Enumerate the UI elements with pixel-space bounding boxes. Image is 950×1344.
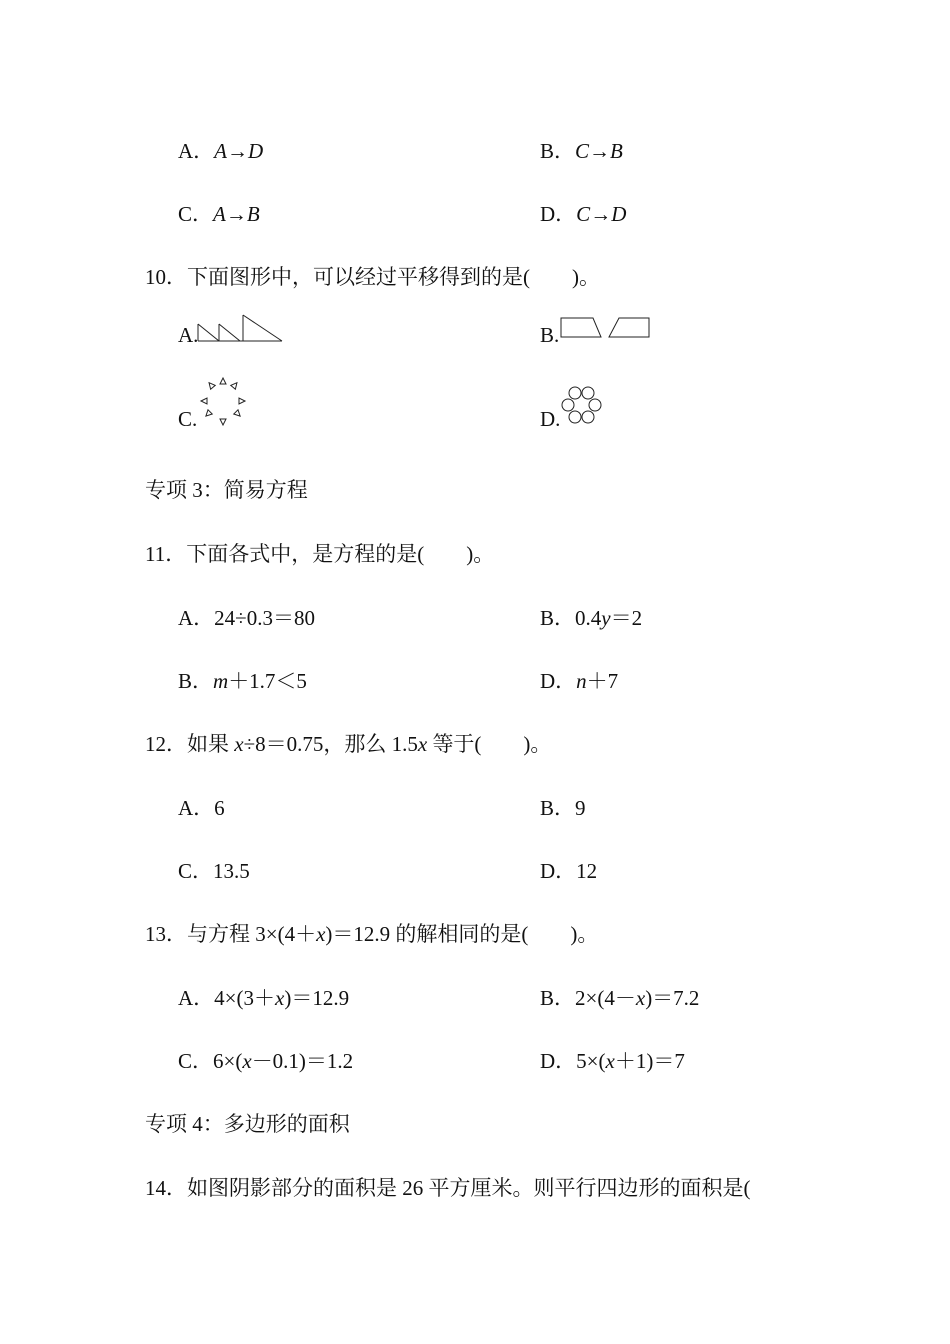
q13-option-a[interactable]: A．4×(3＋x)＝12.9 xyxy=(178,986,350,1010)
q12-stem: 12．如果 x÷8＝0.75，那么 1.5x 等于( )。 xyxy=(145,732,552,756)
sawtooth-triangles-figure xyxy=(197,314,285,344)
q12-option-a[interactable]: A．6 xyxy=(178,796,225,820)
rotated-triangles-ring-figure xyxy=(195,374,251,430)
q10-stem: 10．下面图形中，可以经过平移得到的是( )。 xyxy=(145,265,600,289)
q9-option-d[interactable]: D．C→D xyxy=(540,202,627,226)
q11-option-c[interactable]: B．m＋1.7＜5 xyxy=(178,669,307,693)
q12-option-b[interactable]: B．9 xyxy=(540,796,586,820)
q10-option-c[interactable]: C. xyxy=(178,407,198,431)
q10-option-d[interactable]: D. xyxy=(540,407,561,431)
section-4-title: 专项 4：多边形的面积 xyxy=(145,1112,350,1136)
q11-stem: 11．下面各式中，是方程的是( )。 xyxy=(145,542,495,566)
q9-option-a[interactable]: A．A→D xyxy=(178,139,264,163)
q9-option-c[interactable]: C．A→B xyxy=(178,202,260,226)
q12-option-c[interactable]: C．13.5 xyxy=(178,859,250,883)
two-trapezoids-figure xyxy=(559,316,653,340)
q13-option-c[interactable]: C．6×(x－0.1)＝1.2 xyxy=(178,1049,354,1073)
q10-option-a[interactable]: A. xyxy=(178,323,199,347)
q9-option-b[interactable]: B．C→B xyxy=(540,139,623,163)
q11-option-b[interactable]: B．0.4y＝2 xyxy=(540,606,643,630)
section-3-title: 专项 3：简易方程 xyxy=(145,478,308,502)
circles-ring-figure xyxy=(559,385,607,429)
q11-option-a[interactable]: A．24÷0.3＝80 xyxy=(178,606,315,630)
q13-option-d[interactable]: D．5×(x＋1)＝7 xyxy=(540,1049,685,1073)
q13-option-b[interactable]: B．2×(4－x)＝7.2 xyxy=(540,986,700,1010)
q14-stem: 14．如图阴影部分的面积是 26 平方厘米。则平行四边形的面积是( xyxy=(145,1176,751,1200)
q10-option-b[interactable]: B. xyxy=(540,323,560,347)
q12-option-d[interactable]: D．12 xyxy=(540,859,598,883)
q13-stem: 13．与方程 3×(4＋x)＝12.9 的解相同的是( )。 xyxy=(145,922,599,946)
q11-option-d[interactable]: D．n＋7 xyxy=(540,669,619,693)
